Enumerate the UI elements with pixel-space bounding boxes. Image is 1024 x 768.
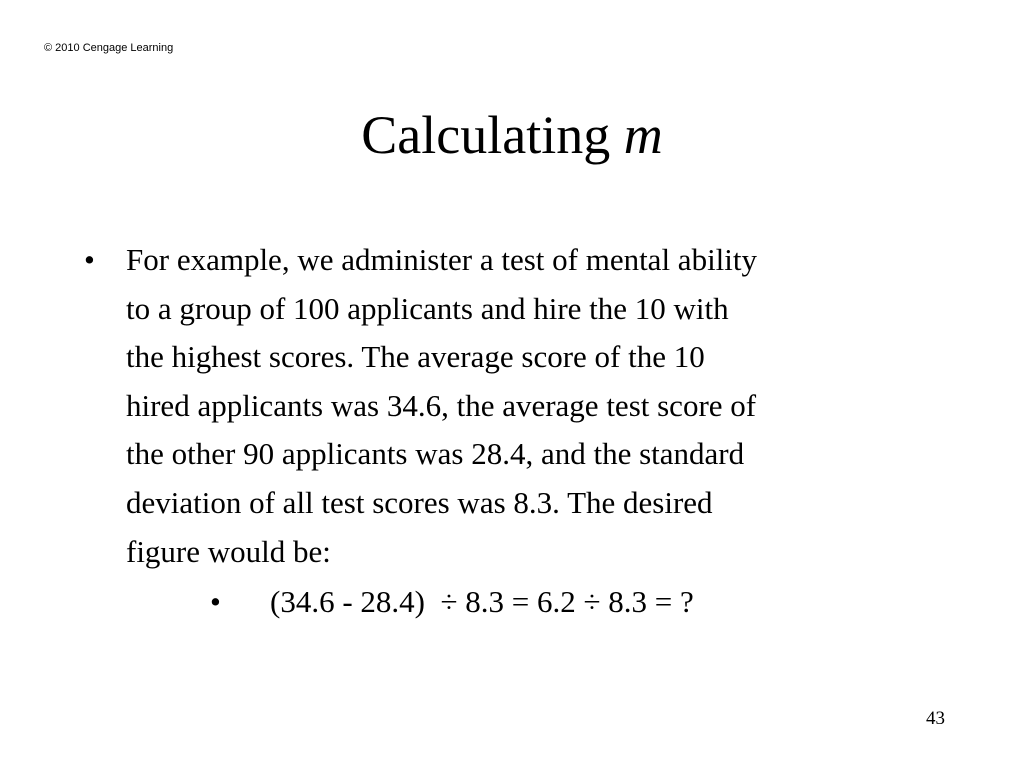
bullet-line: figure would be:: [126, 533, 331, 569]
bullet-text: [126, 236, 944, 576]
slide-title-variable: m: [623, 105, 663, 165]
bullet-line: the other 90 applicants was 28.4, and the standard: [126, 436, 745, 472]
bullet-line: For example, we administer a test of mental ability: [126, 242, 758, 277]
sub-bullet-marker: •: [210, 584, 221, 619]
formula-text: (34.6 - 28.4) ÷ 8.3 = 6.2 ÷ 8.3 = ?: [270, 584, 694, 619]
bullet-line: deviation of all test scores was 8.3. The desired: [126, 484, 713, 520]
slide-title: [0, 100, 1024, 170]
copyright-notice: © 2010 Cengage Learning: [44, 42, 174, 54]
page-number: 43: [926, 708, 945, 729]
bullet-line: hired applicants was 34.6, the average test score of: [126, 387, 757, 423]
slide-title-text: Calculating: [361, 105, 611, 165]
bullet-line: to a group of 100 applicants and hire the 10 with: [126, 290, 729, 326]
bullet-marker: •: [84, 242, 95, 277]
bullet-line: the highest scores. The average score of the 10: [126, 339, 705, 375]
